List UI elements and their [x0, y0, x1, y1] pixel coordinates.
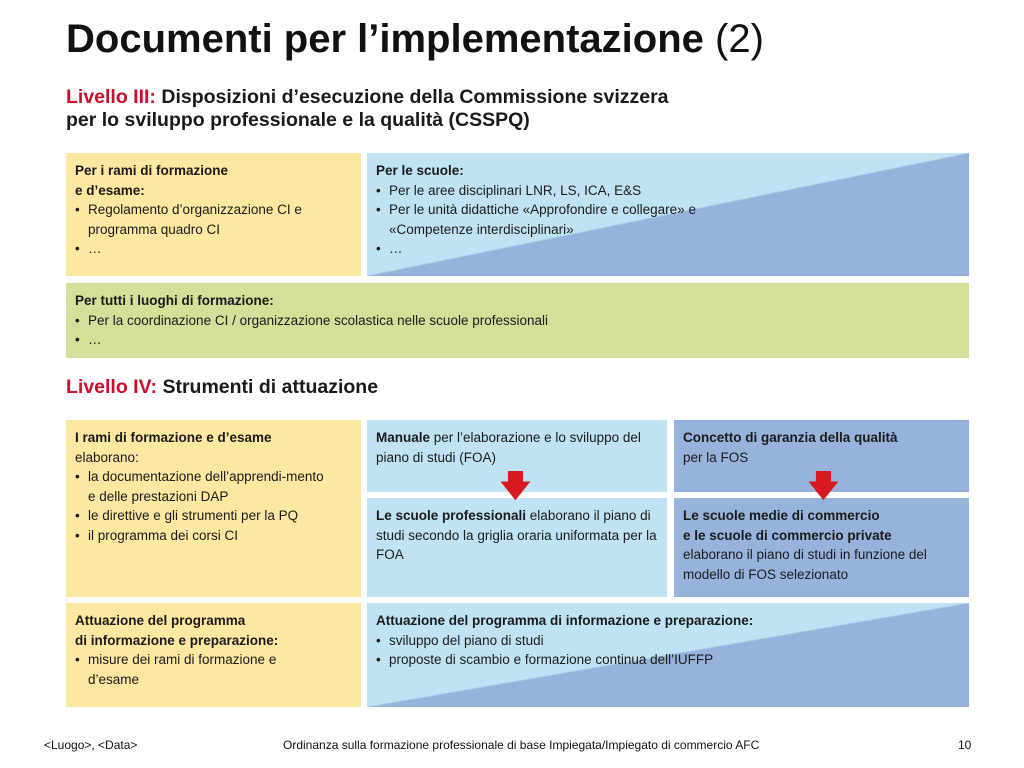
level3-box-rami-title-line2: e d’esame:	[75, 182, 145, 198]
level4-label: Livello IV:	[66, 376, 158, 398]
list-item: • Per le aree disciplinari LNR, LS, ICA, E&S	[376, 181, 756, 201]
list-item: • proposte di scambio e formazione continua dell’IUFFP	[376, 650, 960, 670]
level4-box-attuazione-rami-title-line2: di informazione e preparazione:	[75, 632, 279, 648]
page-title	[66, 14, 764, 64]
level3-box-tutti	[66, 283, 969, 358]
list-item: • …	[75, 330, 960, 350]
level4-box-scuole-prof-bold: Le scuole professionali	[376, 508, 527, 523]
list-item: • …	[376, 239, 756, 259]
footer-center-text: Ordinanza sulla formazione professionale di base Impiegata/Impiegato di commercio AFC	[283, 738, 760, 752]
level4-box-attuazione-rami	[66, 603, 361, 707]
level3-box-scuole-title: Per le scuole:	[376, 163, 464, 178]
arrow-down-icon: 🡇	[808, 470, 839, 503]
footer-location-date: <Luogo>, <Data>	[44, 738, 138, 752]
level4-heading-text: Strumenti di attuazione	[162, 376, 379, 398]
level4-box-rami-subtitle: elaborano:	[75, 449, 139, 465]
level4-box-manuale-bold: Manuale	[376, 430, 431, 445]
footer-page-number: 10	[958, 738, 972, 752]
level4-box-scuole-medie	[674, 498, 969, 597]
list-item: • Regolamento d’organizzazione CI e programma quadro CI	[75, 200, 352, 239]
level4-box-rami	[66, 420, 361, 597]
level3-box-rami-list	[75, 200, 352, 259]
level4-box-attuazione-scuole	[367, 603, 969, 707]
list-item: • le direttive e gli strumenti per la PQ	[75, 506, 325, 526]
list-item: • Per la coordinazione CI / organizzazione scolastica nelle scuole professionali	[75, 311, 960, 331]
list-item: • Per le unità didattiche «Approfondire e collegare» e «Competenze interdisciplinari»	[376, 200, 756, 239]
level4-box-concetto-text: per la FOS	[683, 449, 749, 465]
arrow-down-icon: 🡇	[500, 470, 531, 503]
level3-box-tutti-list	[75, 311, 960, 350]
level3-box-scuole-list	[376, 181, 756, 259]
page-title-main: Documenti per l’implementazione	[66, 17, 704, 61]
level4-box-attuazione-rami-title-line1: Attuazione del programma	[75, 613, 246, 628]
level4-heading	[66, 376, 378, 399]
level3-heading-line1: Disposizioni d’esecuzione della Commissione svizzera	[161, 86, 669, 108]
level3-box-tutti-title: Per tutti i luoghi di formazione:	[75, 293, 274, 308]
level4-box-manuale-text: per l’elaborazione e lo sviluppo del piano di studi (FOA)	[376, 430, 641, 465]
list-item: • la documentazione dell’apprendi-mento e delle prestazioni DAP	[75, 467, 325, 506]
level4-box-scuole-prof-text: elaborano il piano di studi secondo la griglia oraria uniformata per la FOA	[376, 508, 657, 562]
level3-box-rami-title-line1: Per i rami di formazione	[75, 163, 229, 178]
level4-box-scuole-medie-bold-line2: e le scuole di commercio private	[683, 527, 892, 543]
list-item: • …	[75, 239, 352, 259]
page-title-suffix: (2)	[715, 17, 764, 61]
level4-box-scuole-prof	[367, 498, 667, 597]
level4-box-attuazione-scuole-list	[376, 631, 960, 670]
list-item: • il programma dei corsi CI	[75, 526, 325, 546]
list-item: • sviluppo del piano di studi	[376, 631, 960, 651]
level3-label: Livello III:	[66, 86, 156, 108]
level3-box-rami	[66, 153, 361, 276]
level4-box-attuazione-scuole-title: Attuazione del programma di informazione e preparazione:	[376, 613, 754, 628]
level4-box-rami-title: I rami di formazione e d’esame	[75, 430, 272, 445]
list-item: • misure dei rami di formazione e d’esame	[75, 650, 325, 689]
level3-heading-line2: per lo sviluppo professionale e la qualità (CSSPQ)	[66, 109, 530, 131]
level3-heading	[66, 86, 669, 132]
level4-box-scuole-medie-text: elaborano il piano di studi in funzione del modello di FOS selezionato	[683, 547, 927, 582]
level3-box-scuole	[367, 153, 969, 276]
level4-box-concetto-bold: Concetto di garanzia della qualità	[683, 430, 898, 445]
level4-box-rami-list	[75, 467, 325, 545]
level4-box-scuole-medie-bold-line1: Le scuole medie di commercio	[683, 508, 880, 523]
level4-box-attuazione-rami-list	[75, 650, 325, 689]
